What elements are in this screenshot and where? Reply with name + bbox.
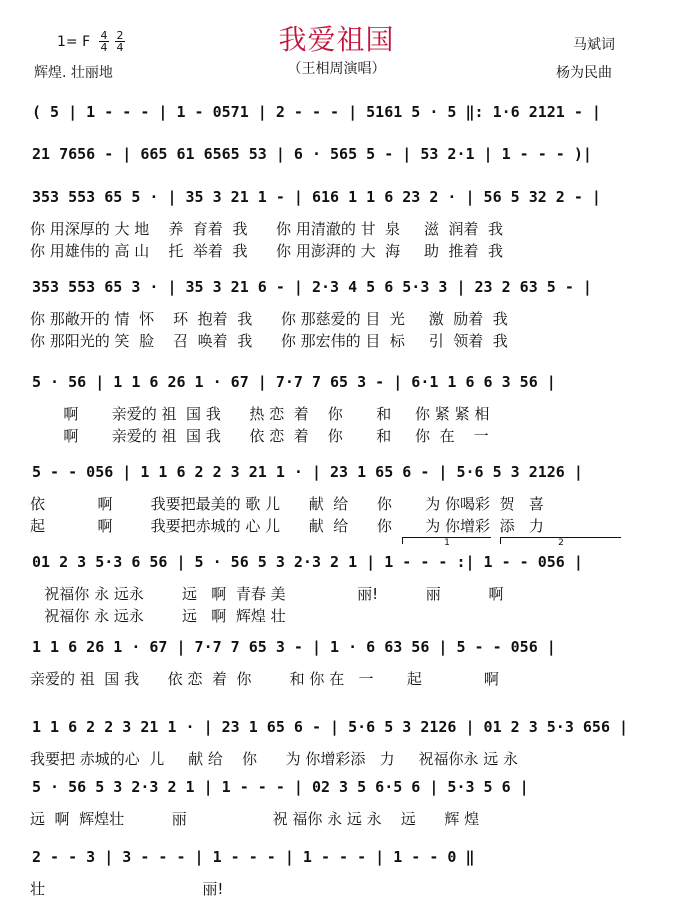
lyric-line: 祝福你 永 远永 远 啊 青春 美 丽! 丽 啊 [30,585,504,603]
lyric-line: 你 那阳光的 笑 脸 召 唤着 我 你 那宏伟的 目 标 引 领着 我 [30,332,508,350]
lyric-line: 远 啊 辉煌壮 丽 祝 福你 永 远 永 远 辉 煌 [30,810,480,828]
lyric-line: 你 用雄伟的 高 山 托 举着 我 你 用澎湃的 大 海 助 推着 我 [30,242,504,260]
lyric-line: 祝福你 永 远永 远 啊 辉煌 壮 [30,607,286,625]
notation-text: 2 - - 3 | 3 - - - | 1 - - - | 1 - - - | 1 - - 0 ‖ [32,848,475,866]
time-b-bottom: 4 [116,41,124,54]
notation-text: 5 - - 056 | 1 1 6 2 2 3 21 1 · | 23 1 65 6 - | 5·6 5 3 2126 | [32,463,583,481]
notation-text: 21 7656 - | 665 61 6565 53 | 6 · 565 5 - | 53 2·1 | 1 - - - )| [32,145,592,163]
volta-second: 2 [500,537,621,544]
lyric-line: 亲爱的 祖 国 我 依 恋 着 你 和 你 在 一 起 啊 [30,670,499,688]
notation-line [30,545,640,577]
notation-text: 5 · 56 | 1 1 6 26 1 · 67 | 7·7 7 65 3 - | 6·1 1 6 6 3 56 | [32,373,556,391]
notation-text: 353 553 65 5 · | 35 3 21 1 - | 616 1 1 6 23 2 · | 56 5 32 2 - | [32,188,601,206]
notation-line [30,710,640,742]
lyricist: 马斌词 [573,37,615,53]
key-signature: 1= F [57,34,91,50]
time-a-top: 4 [100,29,108,42]
notation-text: 5 · 56 5 3 2·3 2 1 | 1 - - - | 02 3 5 6·5 6 | 5·3 5 6 | [32,778,529,796]
lyric-line: 壮 丽! [30,880,224,898]
notation-line [30,630,640,662]
notation-line [30,137,640,169]
time-signature-a [99,30,109,53]
notation-text: 353 553 65 3 · | 35 3 21 6 - | 2·3 4 5 6 5·3 3 | 23 2 63 5 - | [32,278,592,296]
volta-first: 1 [402,537,491,544]
time-signature-b [115,30,125,53]
notation-text: 1 1 6 26 1 · 67 | 7·7 7 65 3 - | 1 · 6 63 56 | 5 - - 056 | [32,638,556,656]
notation-line [30,180,640,212]
notation-text: 1 1 6 2 2 3 21 1 · | 23 1 65 6 - | 5·6 5 3 2126 | 01 2 3 5·3 656 | [32,718,629,736]
notation-text: ( 5 | 1 - - - | 1 - 0571 | 2 - - - | 5161 5 · 5 ‖: 1·6 2121 - | [32,103,601,121]
page-subtitle: （王相周演唱） [287,61,386,77]
notation-line [30,270,640,302]
lyric-line: 你 用深厚的 大 地 养 育着 我 你 用清澈的 甘 泉 滋 润着 我 [30,220,504,238]
lyric-line: 啊 亲爱的 祖 国 我 依 恋 着 你 和 你 在 一 [30,427,489,445]
page-title: 我爱祖国 [278,23,395,56]
time-b-top: 2 [116,29,124,42]
notation-line [30,95,640,127]
lyric-line: 依 啊 我要把最美的 歌 儿 献 给 你 为 你喝彩 贺 喜 [30,495,544,513]
lyric-line: 起 啊 我要把赤城的 心 儿 献 给 你 为 你增彩 添 力 [30,517,544,535]
notation-line [30,455,640,487]
notation-line [30,840,640,872]
notation-text: 01 2 3 5·3 6 56 | 5 · 56 5 3 2·3 2 1 | 1 - - - :| 1 - - 056 | [32,553,583,571]
composer: 杨为民曲 [556,65,612,81]
performance-marking: 辉煌. 壮丽地 [34,65,113,81]
notation-line [30,365,640,397]
lyric-line: 啊 亲爱的 祖 国 我 热 恋 着 你 和 你 紧 紧 相 [30,405,490,423]
time-a-bottom: 4 [100,41,108,54]
notation-line [30,770,640,802]
lyric-line: 我要把 赤城的心 儿 献 给 你 为 你增彩添 力 祝福你永 远 永 [30,750,519,768]
lyric-line: 你 那敞开的 情 怀 环 抱着 我 你 那慈爱的 目 光 激 励着 我 [30,310,508,328]
